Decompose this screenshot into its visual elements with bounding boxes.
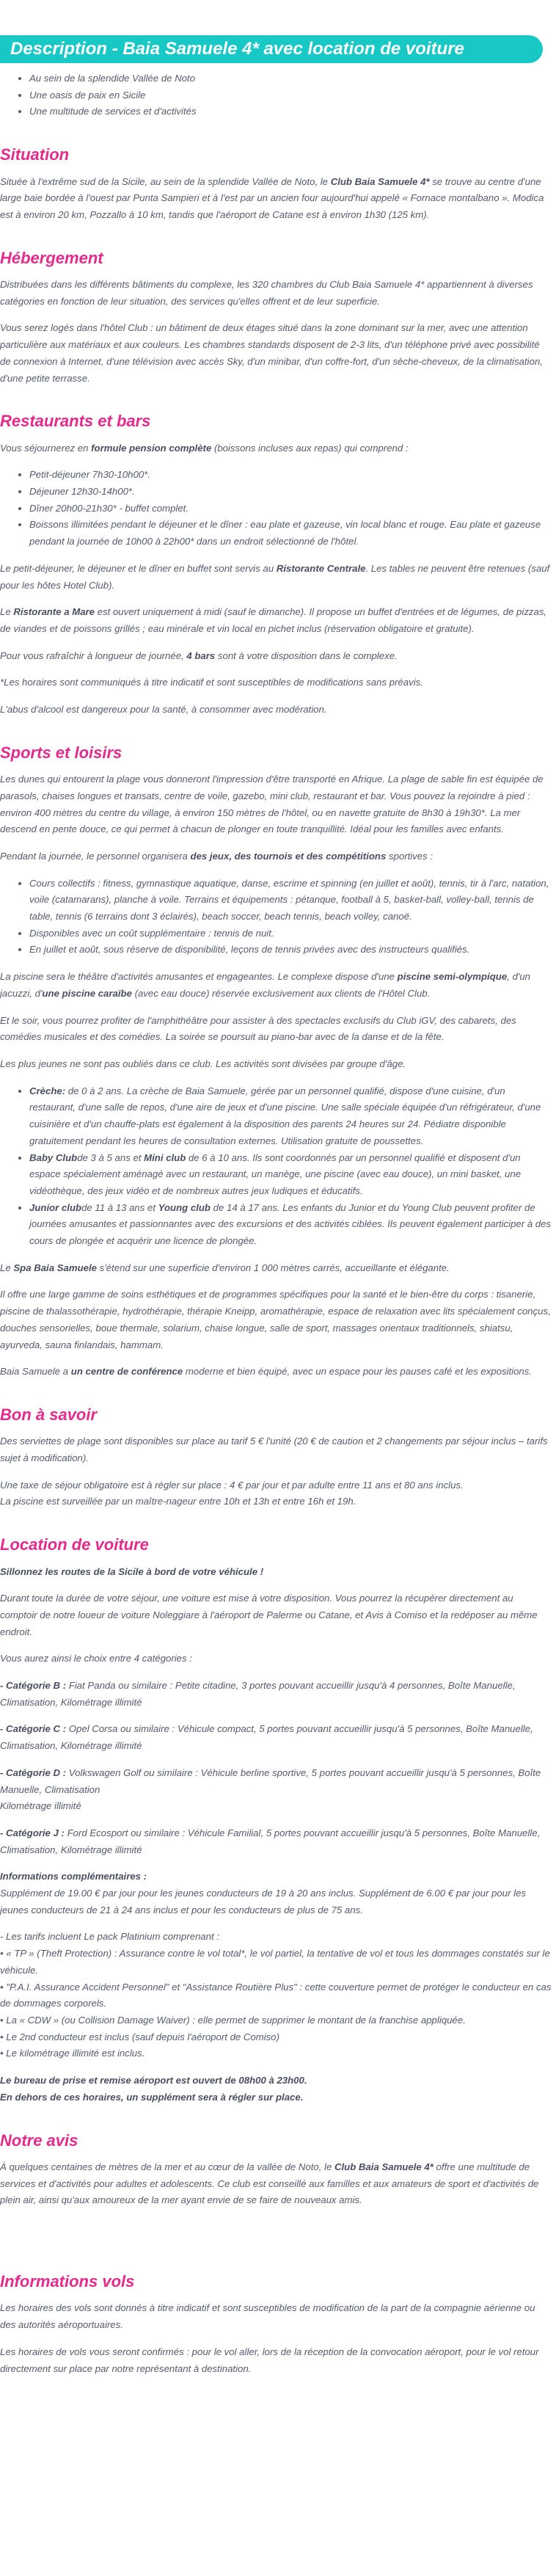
meal-item: • Boissons illimitées pendant le déjeuner et le dîner : eau plate et gazeuse, vin local blanc et rouge. Eau plate et gazeuse pendant la journée de 10h00 à 22h00* dans un endroit sélectionné de l'hôtel. (29, 517, 552, 550)
car-rental-tagline: Sillonnez les routes de la Sicile à bord de votre véhicule ! (0, 1565, 264, 1577)
pool-text: La piscine sera le théâtre d'activités amusantes et engageantes. Le complexe dispose d'une piscine semi-olympique, d'un jacuzzi, d'une piscine caraïbe (avec eau douce) réservée exclusivement aux clients de l'Hôtel Club. (0, 971, 531, 999)
notre-avis-heading: Notre avis (0, 2131, 78, 2150)
bars-text: Pour vous rafraîchir à longueur de journée, 4 bars sont à votre disposition dans le complexe. (0, 650, 398, 661)
platinum-pack: - Les tarifs incluent Le pack Platinium comprenant : • « TP » (Theft Protection) : Assurance contre le vol total*, le vol partiel, la tentative de vol et tous les dommages constatés sur le véhicule. • "P.A.I. Assurance Accident Personnel" et "Assistance Routière Plus" : cette couverture permet de protéger le conducteur en cas de dommages corporels. • La « CDW » (ou Collision Damage Waiver) : elle permet de supprimer le montant de la franchise appliquée. • Le 2nd conducteur est inclus (sauf depuis l'aéroport de Comiso) • Le kilométrage illimité est inclus. (0, 1931, 552, 2059)
hebergement-heading: Hébergement (0, 248, 103, 267)
restaurants-heading: Restaurants et bars (0, 412, 151, 431)
alcohol-warning: L'abus d'alcool est dangereux pour la santé, à consommer avec modération. (0, 704, 327, 716)
sports-list (0, 876, 552, 959)
lifeguard-text: La piscine est surveillée par un maître-nageur entre 10h et 13h et entre 16h et 19h. (0, 1496, 356, 1507)
car-category: - Catégorie D : Volkswagen Golf ou similaire : Véhicule berline sportive, 5 portes pouvant accueillir jusqu'à 5 personnes, Boîte Manuelle, Climatisation Kilométrage illimité (0, 1767, 541, 1812)
flights-heading: Informations vols (0, 2272, 135, 2291)
flights-text-1: Les horaires des vols sont donnés à titre indicatif et sont susceptibles de modification de la part de la compagnie aérienne ou des autorités aéroportuaires. (0, 2302, 535, 2331)
intro-bullet: • Au sein de la splendide Vallée de Noto (29, 70, 552, 87)
sports-item: • Cours collectifs : fitness, gymnastique aquatique, danse, escrime et spinning (en juillet et août), tennis, tir à l'arc, natation, voile (catamarans), planche à voile. Terrains et équipements : pétanque, football à 5, basket-ball, volley-ball, tennis de table, tennis (6 terrains dont 3 éclairés), beach soccer, beach tennis, beach volley, canoë. (29, 876, 552, 925)
kids-club-list (0, 1083, 552, 1250)
spa-services-text: Il offre une large gamme de soins esthétiques et de programmes spécifiques pour la santé et le bien-être du corps : tisanerie, piscine de thalassothérapie, hydrothérapie, thérapie Kneipp, aromathérapie, espace de relaxation avec lits spécialement conçus, douches sensorielles, boue thermale, solarium, chaise longue, salle de sport, massages orientaux traditionnels, shiatsu, ayurveda, sauna finlandais, hammam. (0, 1289, 551, 1350)
car-category: - Catégorie J : Ford Ecosport ou similaire : Véhicule Familial, 5 portes pouvant accueillir jusqu'à 5 personnes, Boîte Manuelle, Climatisation, Kilométrage illimité (0, 1827, 541, 1855)
bon-a-savoir-heading: Bon à savoir (0, 1405, 98, 1424)
car-rental-text: Durant toute la durée de votre séjour, une voiture est mise à votre disposition. Vous pourrez la récupérer directement au comptoir de notre loueur de voiture Noleggiare à l'aéroport de Palerme ou Catane, et Avis à Comiso et la redéposer au même endroit. (0, 1593, 538, 1637)
notre-avis-text: À quelques centaines de mètres de la mer et au cœur de la vallée de Noto, le Club Baia Samuele 4* offre une multitude de services et d'activités pour adultes et adolescents. Ce club est conseillé aux familles et aux amateurs de sport et d'activités de plein air, ainsi qu'aux amoureux de la mer ayant envie de se faire de nouveaux amis. (0, 2161, 539, 2206)
situation-text: Située à l'extrême sud de la Sicile, au sein de la splendide Vallée de Noto, le Club Baia Samuele 4* se trouve au centre d'une large baie bordée à l'ouest par Punta Sampieri et à l'est par un ancien four aujourd'hui appelé « Fornace montalbano ». Modica est à environ 20 km, Pozzallo à 10 km, tandis que l'aéroport de Catane est à environ 1h30 (125 km). (0, 175, 544, 220)
car-categories-intro: Vous aurez ainsi le choix entre 4 catégories : (0, 1653, 192, 1664)
meal-item: • Dîner 20h00-21h30* - buffet complet. (29, 501, 552, 517)
restaurant-mare-text: Le Ristorante a Mare est ouvert uniquement à midi (sauf le dimanche). Il propose un buffet d'entrées et de légumes, de pizzas, de viandes et de poissons grillés ; eau minérale et vin local en pichet inclus (réservation obligatoire et gratuite). (0, 606, 547, 634)
evening-text: Et le soir, vous pourrez profiter de l'amphithéâtre pour assister à des spectacles exclusifs du Club iGV, des cabarets, des comédies musicales et des comédies. La soirée se poursuit au piano-bar avec de la danse et de la fête. (0, 1014, 516, 1043)
sports-item: • Disponibles avec un coût supplémentaire : tennis de nuit. (29, 925, 552, 942)
sports-intro: Pendant la journée, le personnel organisera des jeux, des tournois et des compétitions sportives : (0, 850, 434, 862)
beach-text: Les dunes qui entourent la plage vous donneront l'impression d'être transporté en Afrique. La plage de sable fin est équipée de parasols, chaises longues et transats, centre de voile, gazebo, mini club, restaurant et bar. Vous pouvez la rejoindre à pied : environ 400 mètres du centre du village, à environ 150 mètres de l'hôtel, ou en navette gratuite de 8h30 à 19h30*. La mer descend en pente douce, ce qui permet à chacun de plonger en toute tranquillité. Idéal pour les familles avec enfants. (0, 774, 544, 835)
restaurants-intro: Vous séjournerez en formule pension complète (boissons incluses aux repas) qui comprend : (0, 442, 409, 454)
intro-bullet-list (0, 70, 552, 120)
hebergement-text-1: Distribuées dans les différents bâtiments du complexe, les 320 chambres du Club Baia Samuele 4* appartiennent à diverses catégories en fonction de leur situation, des services qu'elles offrent et de leur superficie. (0, 279, 533, 307)
meal-item: • Petit-déjeuner 7h30-10h00*. (29, 467, 552, 484)
description-banner: Description - Baia Samuele 4* avec location de voiture (0, 35, 543, 63)
situation-heading: Situation (0, 145, 70, 164)
towels-text: Des serviettes de plage sont disponibles sur place au tarif 5 € l'unité (20 € de caution et 2 changements par séjour inclus – tarifs sujet à modification). (0, 1436, 548, 1464)
hebergement-text-2: Vous serez logés dans l'hôtel Club : un bâtiment de deux étages situé dans la zone dominant sur la mer, avec une attention particulière aux matériaux et aux couleurs. Les chambres standards disposent de 2-3 lits, d'un téléphone privé avec possibilité de connexion à Internet, d'une télévision avec accès Sky, d'un minibar, d'un coffre-fort, d'un sèche-cheveux, de la climatisation, d'une petite terrasse. (0, 322, 543, 384)
kids-club-item: • Junior clubde 11 à 13 ans et Young club de 14 à 17 ans. Les enfants du Junior et du Young Club peuvent profiter de journées amusantes et passionnantes avec des excursions et des activités ciblées. Ils peuvent également participer à des cours de plongée et acquérir une licence de plongée. (29, 1200, 552, 1250)
kids-club-item: • Crèche: de 0 à 2 ans. La crèche de Baia Samuele, gérée par un personnel qualifié, dispose d'une cuisine, d'un restaurant, d'une salle de repos, d'une aire de jeux et d'une piscine. Une salle spéciale équipée d'un réfrigérateur, d'une cuisinière et d'un chauffe-plats est également à la disposition des parents 24 heures sur 24. Pédiatre disponible gratuitement pendant les heures de consultation externes. Utilisation gratuite de poussettes. (29, 1083, 552, 1150)
kids-club-item: • Baby Clubde 3 à 5 ans et Mini club de 6 à 10 ans. Ils sont coordonnés par un personnel qualifié et disposent d'un espace spécialement aménagé avec un restaurant, un manège, une piscine (avec eau douce), un mini basket, une vidéothèque, des jeux vidéo et de nombreux autres jeux ludiques et éducatifs. (29, 1150, 552, 1200)
hours-note: *Les horaires sont communiqués à titre indicatif et sont susceptibles de modifications sans préavis. (0, 677, 423, 688)
intro-bullet: • Une multitude de services et d'activités (29, 103, 552, 120)
spa-text: Le Spa Baia Samuele s'étend sur une superficie d'environ 1 000 mètres carrés, accueillante et élégante. (0, 1262, 450, 1273)
sports-item: • En juillet et août, sous réserve de disponibilité, leçons de tennis privées avec des instructeurs qualifiés. (29, 942, 552, 958)
meal-item: • Déjeuner 12h30-14h00*. (29, 484, 552, 501)
complementary-info: Informations complémentaires : Supplément de 19.00 € par jour pour les jeunes conducteurs de 19 à 20 ans inclus. Supplément de 6.00 € par jour pour les jeunes conducteurs de 21 à 24 ans inclus et pour les conducteurs de plus de 75 ans. (0, 1871, 526, 1915)
kids-intro: Les plus jeunes ne sont pas oubliés dans ce club. Les activités sont divisées par groupe d'âge. (0, 1058, 406, 1069)
meal-list (0, 467, 552, 550)
airport-desk-hours: Le bureau de prise et remise aéroport est ouvert de 08h00 à 23h00. En dehors de ces horaires, un supplément sera à régler sur place. (0, 2075, 307, 2103)
intro-bullet: • Une oasis de paix en Sicile (29, 87, 552, 104)
car-rental-heading: Location de voiture (0, 1535, 149, 1554)
car-category: - Catégorie B : Fiat Panda ou similaire : Petite citadine, 3 portes pouvant accueillir jusqu'à 4 personnes, Boîte Manuelle, Climatisation, Kilométrage illimité (0, 1680, 516, 1708)
tax-text: Une taxe de séjour obligatoire est à régler sur place : 4 € par jour et par adulte entre 11 ans et 80 ans inclus. (0, 1479, 464, 1491)
car-category: - Catégorie C : Opel Corsa ou similaire : Véhicule compact, 5 portes pouvant accueillir jusqu'à 5 personnes, Boîte Manuelle, Climatisation, Kilométrage illimité (0, 1723, 533, 1752)
sports-heading: Sports et loisirs (0, 743, 122, 762)
conference-text: Baia Samuele a un centre de conférence moderne et bien équipé, avec un espace pour les pauses café et les expositions. (0, 1366, 533, 1378)
flights-text-2: Les horaires de vols vous seront confirmés : pour le vol aller, lors de la réception de la convocation aéroport, pour le vol retour directement sur place par notre représentant à destination. (0, 2346, 539, 2374)
restaurant-centrale-text: Le petit-déjeuner, le déjeuner et le dîner en buffet sont servis au Ristorante Centrale. Les tables ne peuvent être retenues (sauf pour les hôtes Hotel Club). (0, 562, 550, 591)
